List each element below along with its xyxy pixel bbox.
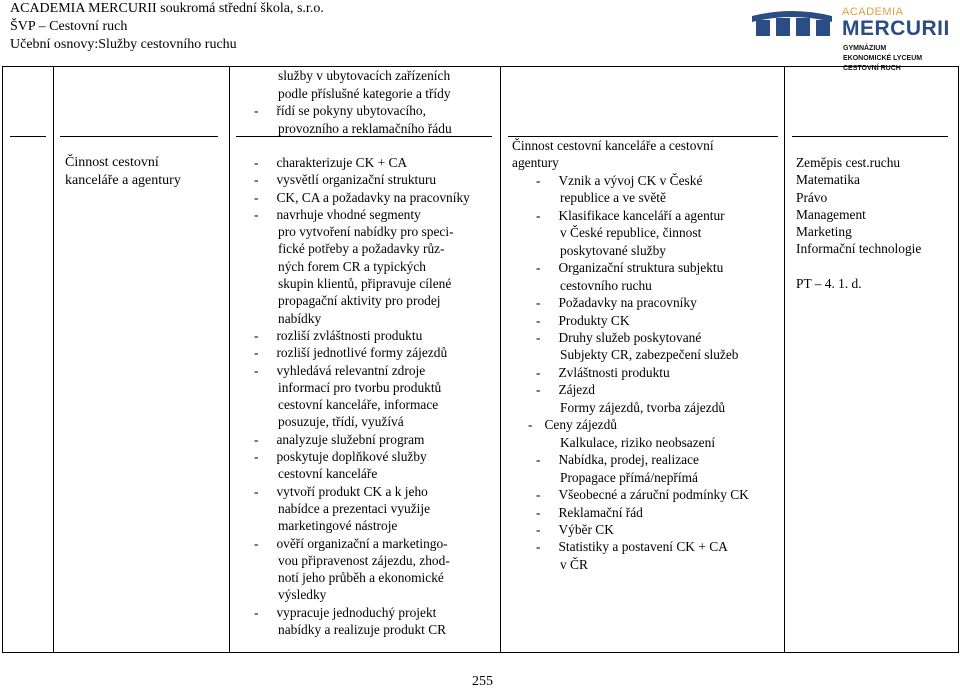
content-line: Propagace přímá/nepřímá — [560, 469, 698, 485]
dash: - — [254, 155, 259, 170]
relation-line: Matematika — [796, 172, 860, 188]
table-divider-4 — [784, 66, 785, 653]
dash: - — [536, 295, 541, 311]
dash: - — [536, 382, 541, 398]
document-header — [10, 0, 324, 54]
header-program: ŠVP – Cestovní ruch — [10, 19, 128, 34]
outcome-line: skupin klientů, připravuje cílené — [278, 276, 452, 292]
content-line — [536, 451, 749, 468]
content-line: Subjekty CR, zabezpečení služeb — [560, 347, 739, 363]
dash: - — [254, 604, 259, 620]
header-school-name: ACADEMIA MERCURII soukromá střední škola, s.r.o. — [10, 1, 324, 16]
dash: - — [536, 207, 541, 223]
outcome-text: rozliší jednotlivé formy zájezdů — [276, 345, 448, 361]
dash: - — [536, 504, 541, 520]
outcome-line — [254, 154, 470, 171]
dash: - — [536, 312, 541, 328]
outcome-line: cestovní kanceláře — [278, 466, 378, 482]
dash: - — [536, 172, 541, 188]
dash: - — [536, 539, 541, 555]
dash: - — [254, 431, 259, 447]
outcome-line — [254, 448, 470, 465]
outcome-text: rozliší zvláštnosti produktu — [276, 327, 423, 343]
content-line: v České republice, činnost — [560, 225, 702, 241]
header-curriculum: Učební osnovy:Služby cestovního ruchu — [10, 37, 237, 52]
outcome-line — [254, 604, 470, 621]
dash: - — [254, 189, 259, 205]
outcome-line: vou připravenost zájezdu, zhod- — [278, 552, 450, 568]
content-line — [528, 416, 749, 433]
content-text: Produkty CK — [558, 312, 630, 328]
content-line: v ČR — [560, 556, 588, 572]
content-text: Organizační struktura subjektu — [558, 260, 724, 276]
content-line: Formy zájezdů, tvorba zájezdů — [560, 399, 726, 415]
content-line — [536, 504, 749, 521]
outcomes-continuation — [254, 67, 452, 137]
outcome-text: řídí se pokyny ubytovacího, — [276, 103, 426, 118]
outcome-line: notí jeho průběh a ekonomické — [278, 570, 444, 586]
content-line — [536, 538, 749, 555]
dash: - — [536, 364, 541, 380]
outcome-line — [254, 535, 470, 552]
content-text: Statistiky a postavení CK + CA — [558, 539, 728, 555]
outcome-line — [254, 344, 470, 361]
content-line: poskytované služby — [560, 242, 666, 258]
outcome-text: charakterizuje CK + CA — [276, 155, 408, 170]
outcome-text: CK, CA a požadavky na pracovníky — [276, 189, 470, 205]
content-text: Ceny zájezdů — [544, 417, 617, 433]
outcome-line — [254, 189, 470, 206]
dash: - — [254, 483, 259, 499]
section-rule-1 — [10, 136, 46, 137]
outcome-text: poskytuje doplňkové služby — [276, 449, 427, 465]
page-number: 255 — [472, 674, 493, 689]
table-divider-1 — [53, 66, 54, 653]
outcome-line: informací pro tvorbu produktů — [278, 379, 442, 395]
logo-subtitle — [843, 44, 922, 74]
cross-subject-relations — [796, 154, 921, 293]
outcome-line — [254, 102, 452, 120]
content-text: Klasifikace kanceláří a agentur — [558, 207, 725, 223]
dash: - — [254, 345, 259, 361]
content-line — [536, 329, 749, 346]
school-logo — [752, 4, 952, 72]
content-title: agentury — [512, 155, 559, 171]
topic-line: Činnost cestovní — [65, 155, 159, 170]
dash: - — [254, 206, 259, 222]
content-text: Reklamační řád — [558, 504, 643, 520]
outcome-line: služby v ubytovacích zařízeních — [278, 68, 451, 83]
content-line — [536, 364, 749, 381]
outcome-line: podle příslušné kategorie a třídy — [278, 85, 451, 101]
section-rule-5 — [792, 136, 948, 137]
outcome-line: fické potřeby a požadavky růz- — [278, 241, 445, 257]
content-title: Činnost cestovní kanceláře a cestovní — [512, 138, 714, 153]
content-line — [536, 207, 749, 224]
outcome-line — [254, 171, 470, 188]
table-left-border — [2, 66, 3, 653]
content-text: Výběr CK — [558, 521, 614, 537]
content-line — [536, 294, 749, 311]
content-text: Vznik a vývoj CK v České — [558, 172, 703, 188]
outcome-text: navrhuje vhodné segmenty — [276, 206, 421, 222]
dash: - — [536, 487, 541, 503]
dash: - — [254, 362, 259, 378]
content-text: Druhy služeb poskytované — [558, 329, 702, 345]
dash: - — [254, 172, 259, 188]
dash: - — [254, 449, 259, 465]
outcome-line: provozního a reklamačního řádu — [278, 120, 452, 136]
content-text: Nabídka, prodej, realizace — [558, 452, 699, 468]
logo-sub-1: GYMNÁZIUM — [843, 45, 887, 52]
content-text: Všeobecné a záruční podmínky CK — [558, 487, 749, 503]
dash: - — [536, 260, 541, 276]
table-top-border — [2, 66, 959, 67]
outcome-text: ověří organizační a marketingo- — [276, 535, 448, 551]
outcome-line — [254, 431, 470, 448]
outcome-line: marketingové nástroje — [278, 518, 398, 534]
outcome-line: ných forem CR a typických — [278, 258, 427, 274]
relation-line: Marketing — [796, 224, 852, 240]
relation-line: Informační technologie — [796, 241, 922, 257]
logo-sub-2: EKONOMICKÉ LYCEUM — [843, 55, 923, 62]
outcomes-list — [254, 154, 470, 638]
content-line — [536, 312, 749, 329]
topic-cell — [65, 154, 181, 189]
outcome-line: nabídky a realizuje produkt CR — [278, 622, 447, 638]
dash: - — [254, 535, 259, 551]
relation-line: Právo — [796, 189, 828, 205]
topic-line: kanceláře a agentury — [65, 172, 181, 188]
table-right-border — [958, 66, 959, 653]
content-line: cestovního ruchu — [560, 277, 652, 293]
content-text: Zvláštnosti produktu — [558, 364, 670, 380]
table-bottom-border — [2, 652, 959, 653]
section-rule-2 — [60, 136, 218, 137]
outcome-line — [254, 362, 470, 379]
mercurii-logo-icon — [752, 8, 832, 38]
relation-line: Zeměpis cest.ruchu — [796, 155, 901, 170]
content-line — [536, 486, 749, 503]
outcome-text: vyhledává relevantní zdroje — [276, 362, 426, 378]
outcome-text: vytvoří produkt CK a k jeho — [276, 483, 428, 499]
content-line — [536, 259, 749, 276]
outcome-line: nabídky — [278, 310, 322, 326]
relation-line: Management — [796, 206, 866, 222]
cross-curricular-theme: PT – 4. 1. d. — [796, 276, 862, 292]
content-text: Požadavky na pracovníky — [558, 295, 697, 311]
outcome-line: propagační aktivity pro prodej — [278, 293, 441, 309]
logo-mercurii: MERCURII — [842, 17, 950, 40]
outcome-line: posuzuje, třídí, využívá — [278, 414, 404, 430]
dash: - — [528, 417, 533, 433]
outcome-line — [254, 483, 470, 500]
outcome-text: analyzuje služební program — [276, 431, 425, 447]
outcome-line: nabídce a prezentaci využije — [278, 500, 431, 516]
outcome-text: vysvětlí organizační strukturu — [276, 172, 437, 188]
dash: - — [536, 521, 541, 537]
outcome-line — [254, 327, 470, 344]
content-line — [536, 172, 749, 189]
outcome-line — [254, 206, 470, 223]
outcome-line: pro vytvoření nabídky pro speci- — [278, 224, 454, 240]
logo-academia: ACADEMIA — [842, 6, 904, 18]
content-text: Zájezd — [558, 382, 595, 398]
content-line — [536, 381, 749, 398]
dash: - — [254, 327, 259, 343]
outcome-line: cestovní kanceláře, informace — [278, 397, 439, 413]
dash: - — [254, 103, 259, 118]
outcome-text: vypracuje jednoduchý projekt — [276, 604, 437, 620]
outcome-line: výsledky — [278, 587, 327, 603]
logo-sub-3: CESTOVNÍ RUCH — [843, 65, 901, 72]
dash: - — [536, 452, 541, 468]
dash: - — [536, 329, 541, 345]
content-line — [536, 521, 749, 538]
content-line: republice a ve světě — [560, 190, 666, 206]
table-divider-3 — [500, 66, 501, 653]
content-line: Kalkulace, riziko neobsazení — [560, 434, 716, 450]
content-list — [512, 137, 749, 573]
table-divider-2 — [229, 66, 230, 653]
